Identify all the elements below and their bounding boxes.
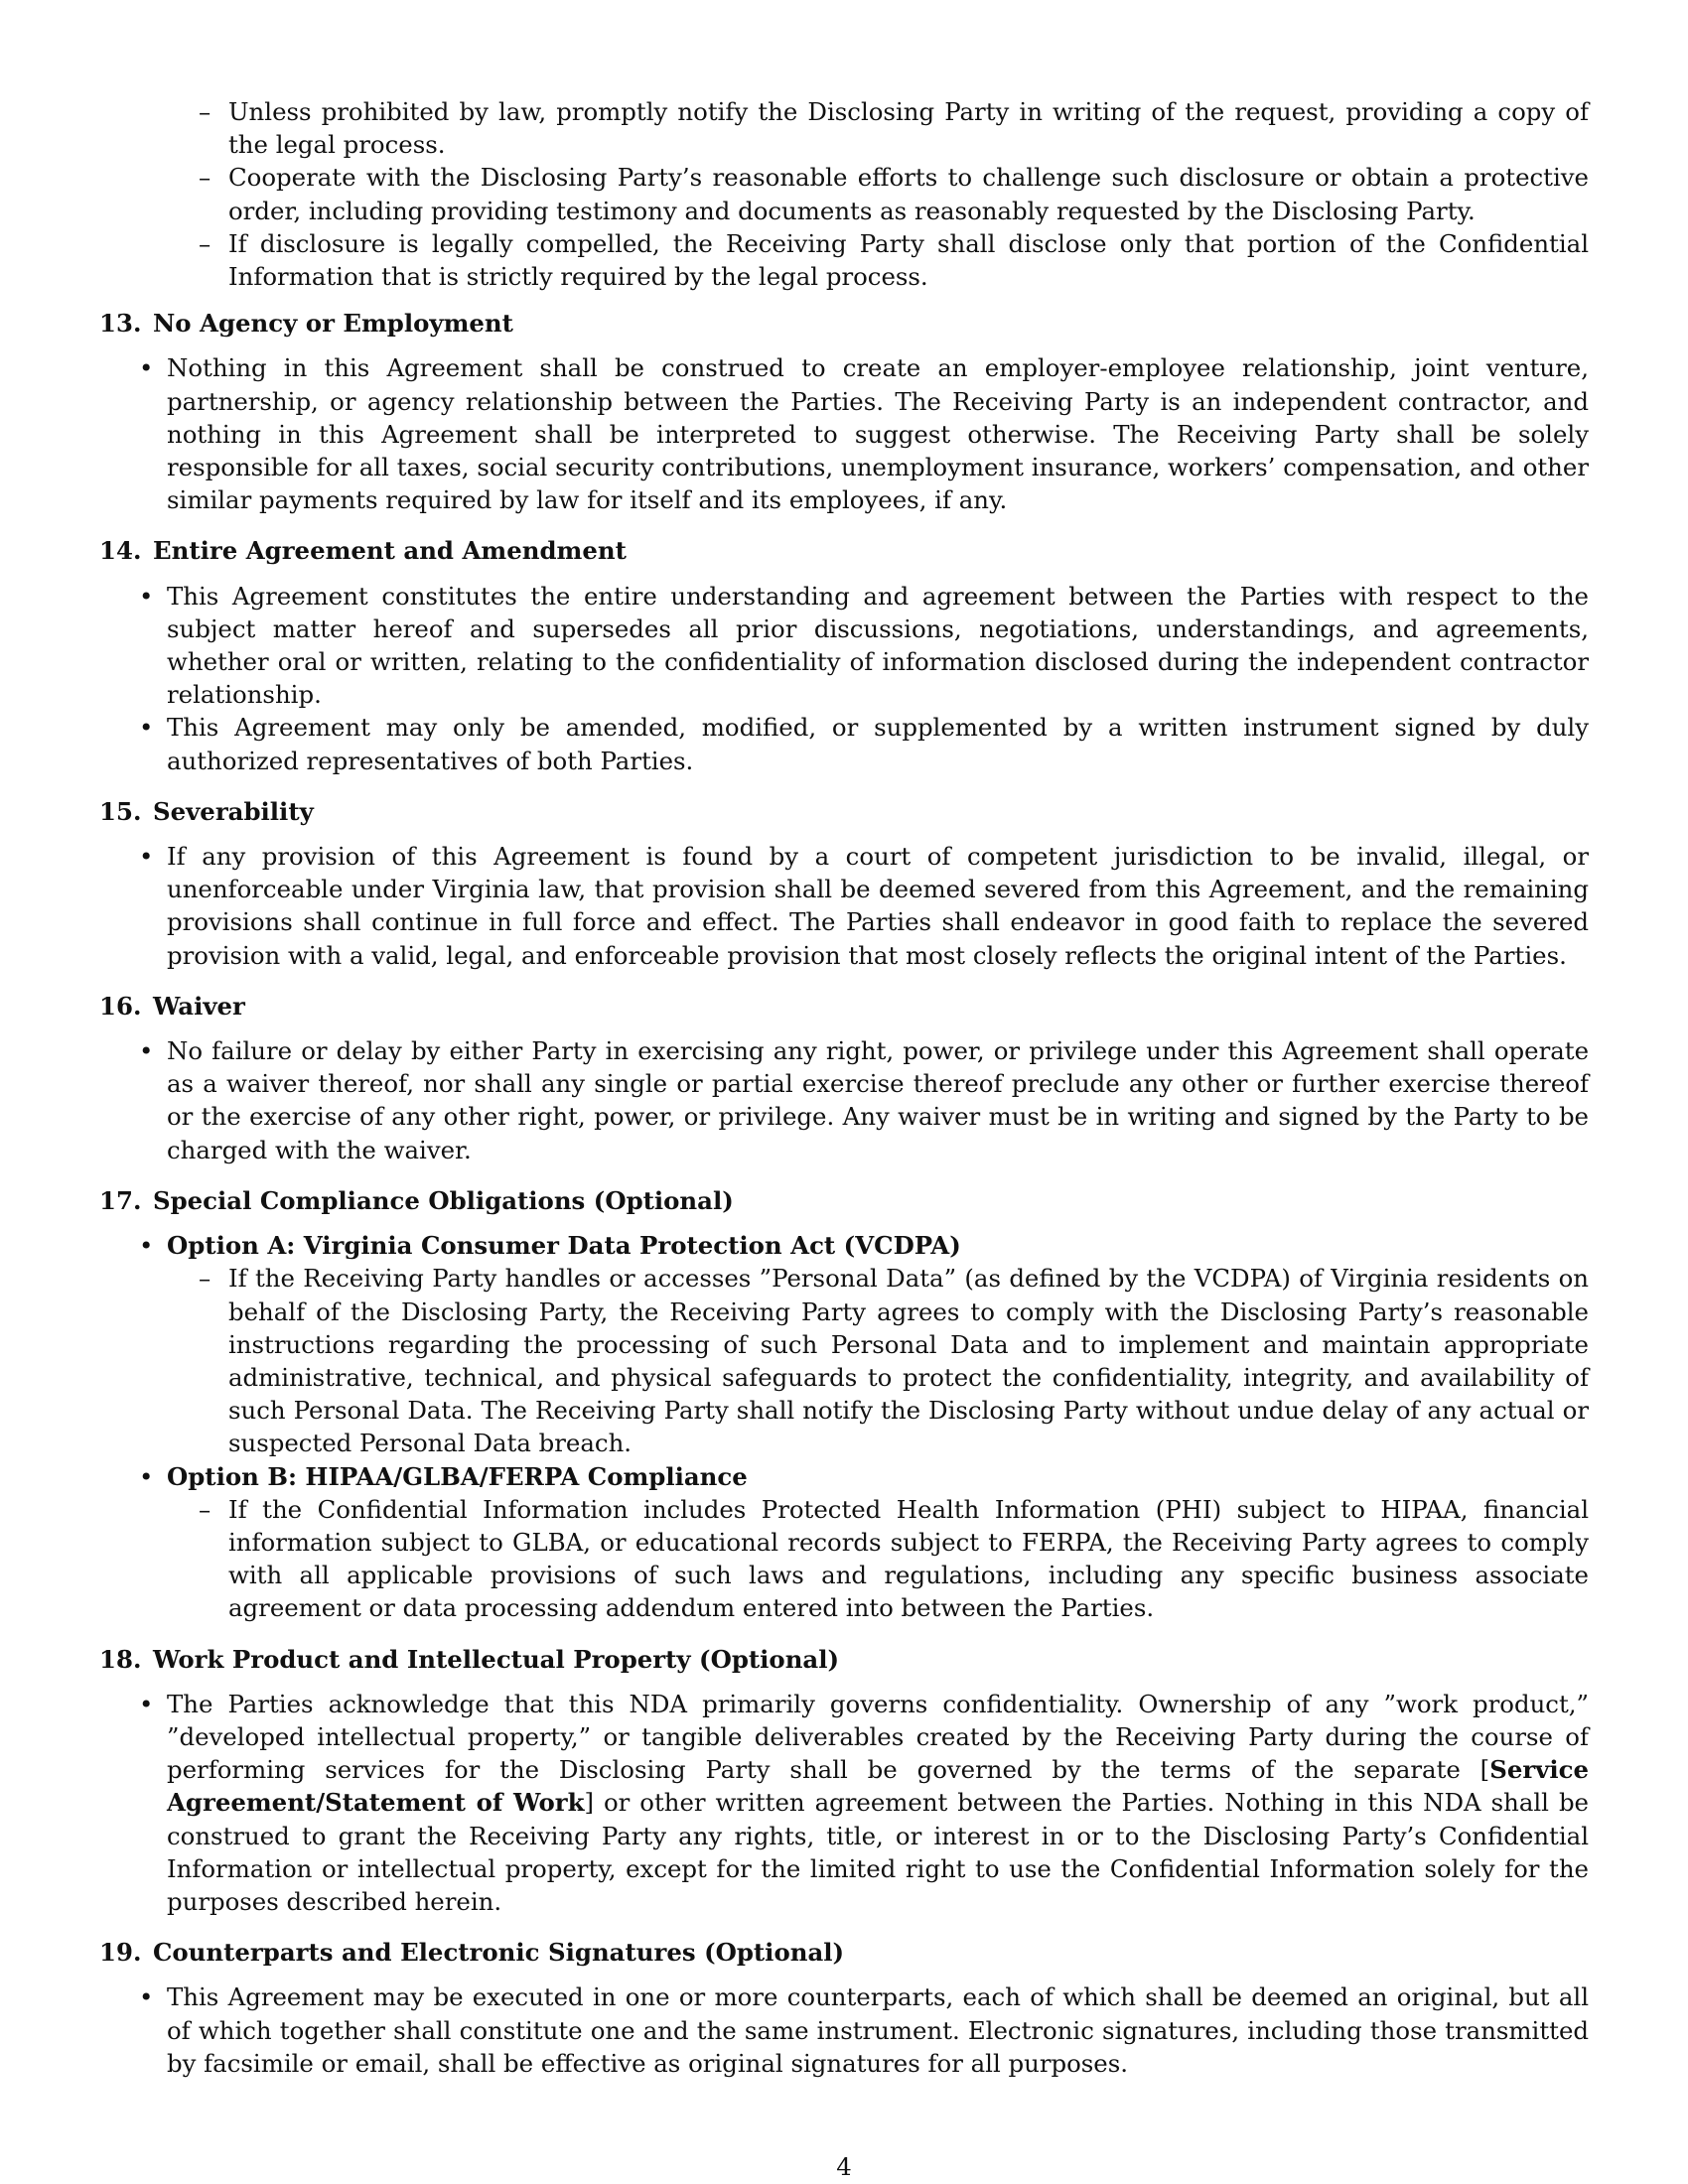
section-heading: 14. Entire Agreement and Amendment [99,536,627,566]
bullet-item: • No failure or delay by either Party in exercising any right, power, or privilege under this Agreement shall operate as a waiver thereof, nor shall any single or partial exercise thereof preclude any other or further exercise thereof or the exercise of any other right, power, or privilege. Any waiver must be in writing and signed by the Party to be charged with the waiver. [99,1034,1589,1166]
bracketed-agreement-name: Service Agreement/Statement of Work [167,1755,1589,1818]
option-a-item [99,1229,1589,1459]
section-17 [99,1184,1589,1625]
sublist-item: – If disclosure is legally compelled, the Receiving Party shall disclose only that portion of the Confidential Information that is strictly required by the legal process. [99,227,1589,293]
section-15 [99,795,1589,972]
bullet-item: • The Parties acknowledge that this NDA primarily governs confidentiality. Ownership of any ”work product,” ”developed intellectual property,” or tangible deliverables created by the Receiving Party during the course of performing services for the Disclosing Party shall be governed by the terms of the separate [Service Agreement/Statement of Work] or other written agreement between the Parties. Nothing in this NDA shall be construed to grant the Receiving Party any rights, title, or interest in or to the Disclosing Party’s Confidential Information or intellectual property, except for the limited right to use the Confidential Information solely for the purposes described herein. [99,1688,1589,1918]
section-heading: 18. Work Product and Intellectual Property (Optional) [99,1644,840,1674]
bullet-item: • This Agreement constitutes the entire understanding and agreement between the Parties with respect to the subject matter hereof and supersedes all prior discussions, negotiations, understandings, and agreements, whether oral or written, relating to the confidentiality of information disclosed during the independent contractor relationship. [99,580,1589,712]
sublist-item: – If the Confidential Information includes Protected Health Information (PHI) subject to HIPAA, financial information subject to GLBA, or educational records subject to FERPA, the Receiving Party agrees to comply with all applicable provisions of such laws and regulations, including any specific business associate agreement or data processing addendum entered into between the Parties. [99,1493,1589,1625]
section-heading: 15. Severability [99,796,314,826]
option-b-item [99,1460,1589,1625]
sublist-item: – Unless prohibited by law, promptly notify the Disclosing Party in writing of the request, providing a copy of the legal process. [99,95,1589,161]
bullet-item: • If any provision of this Agreement is found by a court of competent jurisdiction to be invalid, illegal, or unenforceable under Virginia law, that provision shall be deemed severed from this Agreement, and the remaining provisions shall continue in full force and effect. The Parties shall endeavor in good faith to replace the severed provision with a valid, legal, and enforceable provision that most closely reflects the original intent of the Parties. [99,840,1589,972]
section-13 [99,307,1589,516]
document-page [99,95,1589,2098]
sublist-item: – Cooperate with the Disclosing Party’s reasonable efforts to challenge such disclosure or obtain a protective order, including providing testimony and documents as reasonably requested by the Disclosing Party. [99,161,1589,226]
section-heading: 13. No Agency or Employment [99,309,513,339]
bullet-item: • Nothing in this Agreement shall be construed to create an employer-employee relationship, joint venture, partnership, or agency relationship between the Parties. The Receiving Party is an independent contractor, and nothing in this Agreement shall be interpreted to suggest otherwise. The Receiving Party shall be solely responsible for all taxes, social security contributions, unemployment insurance, workers’ compensation, and other similar payments required by law for itself and its employees, if any. [99,351,1589,516]
section-heading: 17. Special Compliance Obligations (Optional) [99,1185,734,1215]
bullet-item: • This Agreement may only be amended, modified, or supplemented by a written instrument signed by duly authorized representatives of both Parties. [99,711,1589,776]
section-heading: 16. Waiver [99,991,245,1021]
section-heading: 19. Counterparts and Electronic Signatures (Optional) [99,1938,845,1968]
section-19 [99,1936,1589,2080]
sublist-item: – If the Receiving Party handles or accesses ”Personal Data” (as defined by the VCDPA) of Virginia residents on behalf of the Disclosing Party, the Receiving Party agrees to comply with the Disclosing Party’s reasonable instructions regarding the processing of such Personal Data and to implement and maintain appropriate administrative, technical, and physical safeguards to protect the confidentiality, integrity, and availability of such Personal Data. The Receiving Party shall notify the Disclosing Party without undue delay of any actual or suspected Personal Data breach. [99,1262,1589,1459]
page-number: 4 [836,2152,852,2181]
option-a-title: • Option A: Virginia Consumer Data Protection Act (VCDPA) [167,1231,961,1261]
legal-process-sublist [99,95,1589,293]
option-b-title: • Option B: HIPAA/GLBA/FERPA Compliance [167,1461,748,1491]
section-14 [99,534,1589,776]
bullet-item: • This Agreement may be executed in one or more counterparts, each of which shall be deemed an original, but all of which together shall constitute one and the same instrument. Electronic signatures, including those transmitted by facsimile or email, shall be effective as original signatures for all purposes. [99,1980,1589,2080]
section-18 [99,1643,1589,1919]
section-16 [99,990,1589,1166]
